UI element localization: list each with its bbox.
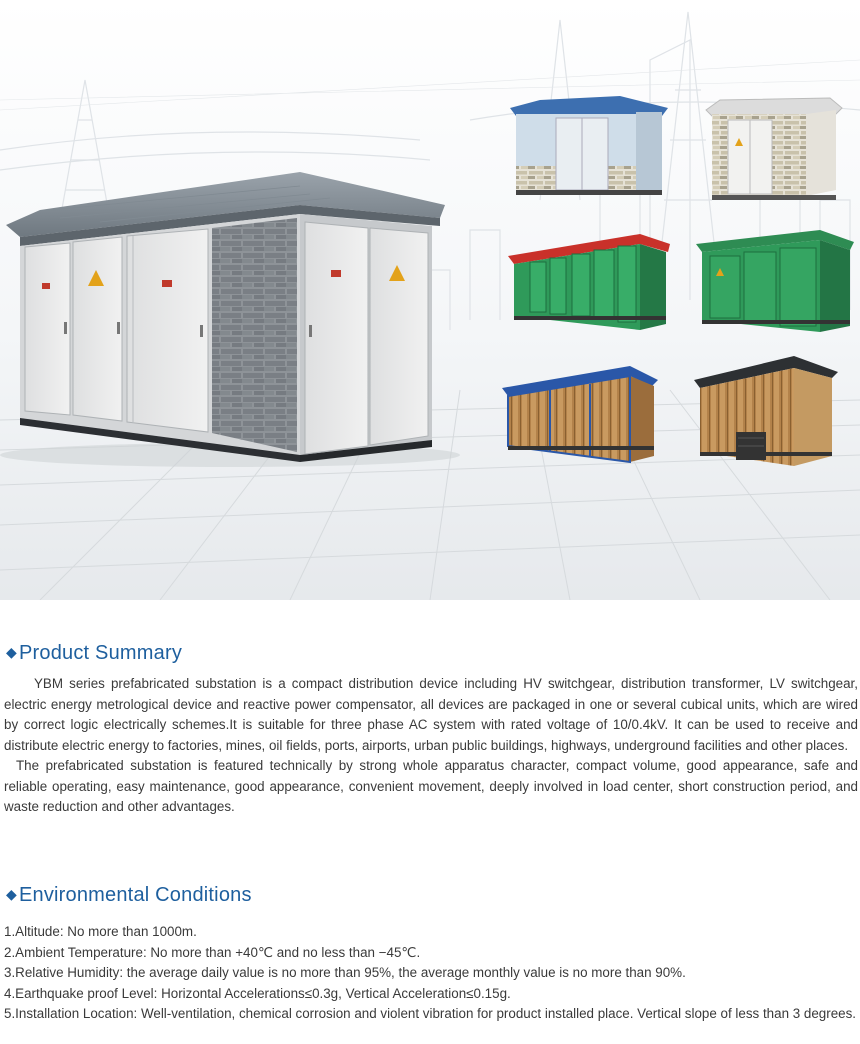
condition-item: 3.Relative Humidity: the average daily value is no more than 95%, the average monthly value is no more than 90%. [4, 965, 686, 980]
thumb-blue-white [510, 96, 668, 195]
thumb-brick [706, 98, 842, 200]
diamond-bullet-icon: ◆ [6, 886, 17, 902]
product-summary-body [4, 674, 858, 818]
summary-paragraph: YBM series prefabricated substation is a compact distribution device including HV switchgear, distribution transformer, LV switchgear, electric energy metrological device and reactive power compensator, all devices are packaged in one or several cubical units, which are wired by correct logic electrically schemes.It is suitable for three phase AC system with rated voltage of 10/0.4kV. It can be used to receive and distribute electric energy to factories, mines, oil fields, ports, airports, urban public buildings, highways, underground facilities and other places. [4, 676, 858, 753]
diamond-bullet-icon: ◆ [6, 644, 17, 660]
condition-item: 5.Installation Location: Well-ventilation, chemical corrosion and violent vibration for product installed place. Vertical slope of less than 3 degrees. [4, 1006, 857, 1021]
summary-paragraph: The prefabricated substation is featured technically by strong whole apparatus character, compact volume, good appearance, safe and reliable operating, easy maintenance, good appearance, convenient movement, deeply involved in load center, short construction period, and waste reduction and other advantages. [4, 758, 858, 814]
condition-item: 2.Ambient Temperature: No more than +40℃ and no less than −45℃. [4, 944, 421, 960]
condition-item: 1.Altitude: No more than 1000m. [4, 924, 197, 939]
main-substation [0, 172, 460, 467]
product-summary-title: Product Summary [18, 642, 183, 664]
environmental-conditions-list [4, 922, 858, 1025]
environmental-conditions-heading [6, 884, 252, 907]
thumb-green [696, 230, 854, 332]
environmental-conditions-title: Environmental Conditions [18, 884, 252, 906]
product-summary-heading [6, 642, 182, 665]
condition-item: 4.Earthquake proof Level: Horizontal Accelerations≤0.3g, Vertical Acceleration≤0.15g. [4, 985, 511, 1001]
